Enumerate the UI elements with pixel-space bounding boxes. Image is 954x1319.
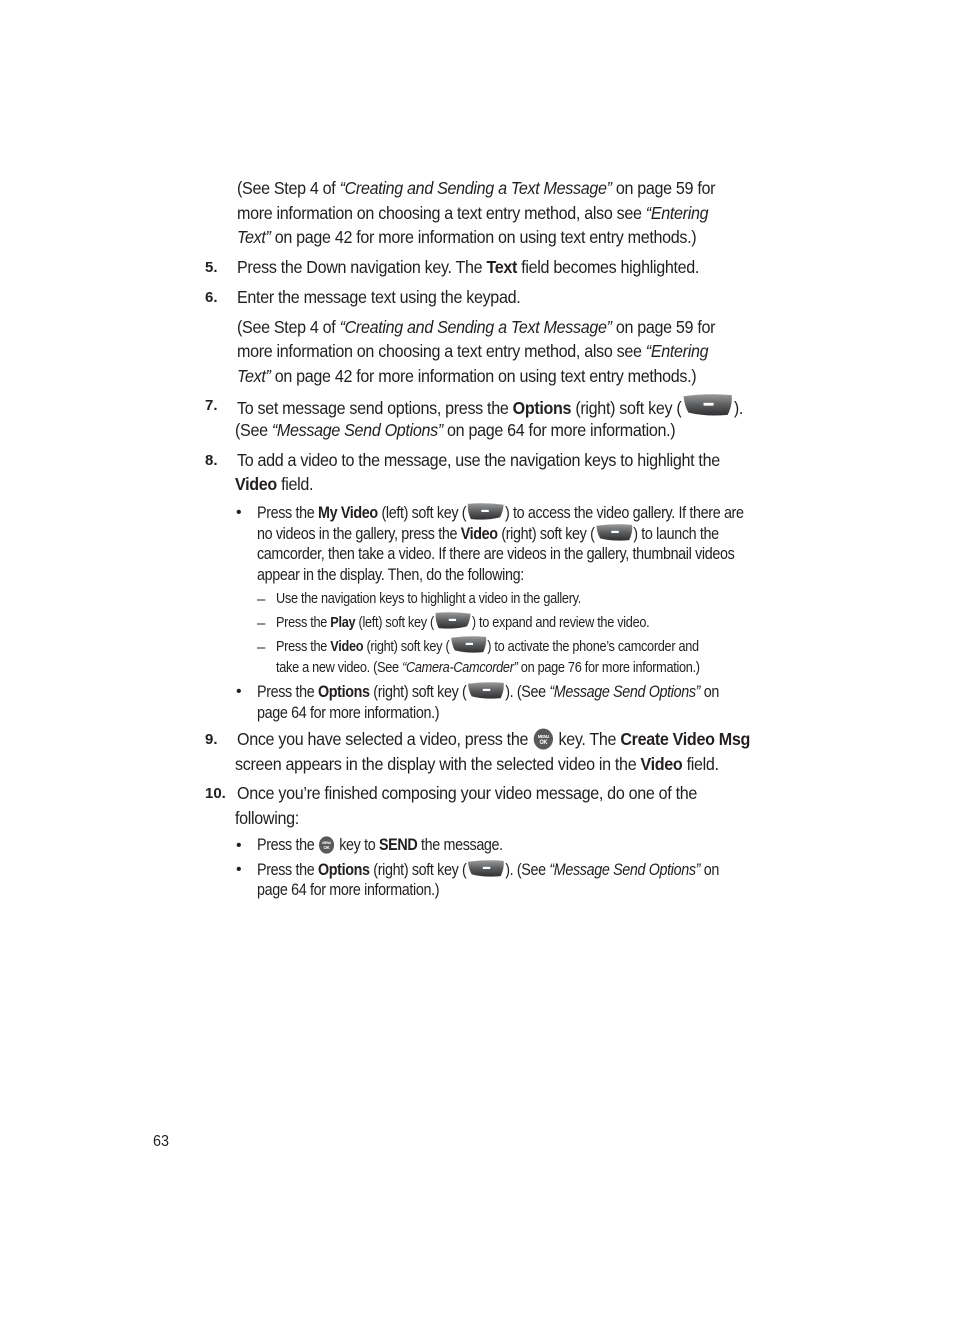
step8-line1: To add a video to the message, use the navigation keys to highlight the	[237, 450, 720, 470]
step10-bullet1: Press the MENU OK key to SEND the message.	[257, 836, 503, 854]
step7-line2: (See “Message Send Options” on page 64 for more information.)	[235, 420, 676, 440]
para1-line1: (See Step 4 of “Creating and Sending a Text Message” on page 59 for	[237, 178, 716, 198]
menu-ok-label-bottom: OK	[323, 844, 330, 851]
para1-line2: more information on choosing a text entry method, also see “Entering	[237, 203, 709, 223]
step8-dash3-line2: take a new video. (See “Camera-Camcorder” on page 76 for more information.)	[276, 660, 700, 676]
step10-bullet2-line1: Press the Options (right) soft key ( ). (See “Message Send Options” on	[257, 861, 719, 879]
step10-line1: Once you’re finished composing your video message, do one of the	[237, 783, 697, 803]
step8-number: 8.	[205, 452, 218, 469]
dash-marker: –	[257, 615, 266, 632]
bullet-marker: •	[236, 504, 242, 521]
bullet-marker: •	[236, 683, 242, 700]
step8-dash1: Use the navigation keys to highlight a video in the gallery.	[276, 591, 581, 607]
step10-number: 10.	[205, 785, 226, 802]
step8-dash2: Press the Play (left) soft key ( ) to expand and review the video.	[276, 611, 649, 635]
step8-bullet1-line4: appear in the display. Then, do the following:	[257, 566, 524, 584]
right-soft-key-icon	[466, 859, 505, 878]
dash-marker: –	[257, 591, 266, 608]
bullet-marker: •	[236, 861, 242, 878]
step10-line2: following:	[235, 808, 299, 828]
step8-bullet1-line3: camcorder, then take a video. If there are videos in the gallery, thumbnail videos	[257, 545, 735, 563]
menu-ok-key-icon	[318, 836, 336, 854]
para1-line3: Text” on page 42 for more information on using text entry methods.)	[237, 227, 697, 247]
para2-line2: more information on choosing a text entry method, also see “Entering	[237, 341, 709, 361]
step8-bullet1-line2: no videos in the gallery, press the Video (right) soft key ( ) to launch the	[257, 525, 719, 543]
step8-line2: Video field.	[235, 474, 314, 494]
page-number: 63	[153, 1133, 170, 1150]
right-soft-key-icon	[466, 681, 505, 700]
menu-ok-key-icon	[532, 728, 554, 750]
step5-number: 5.	[205, 259, 218, 276]
step7-number: 7.	[205, 397, 218, 414]
menu-ok-label-bottom: OK	[539, 739, 548, 747]
step7-line1: To set message send options, press the Options (right) soft key ( ).	[237, 393, 743, 421]
left-soft-key-icon	[466, 502, 505, 521]
step9-line1: Once you have selected a video, press the MENU OK key. The Create Video Msg	[237, 729, 750, 749]
left-soft-key-icon	[434, 611, 472, 630]
step8-bullet1-line1: Press the My Video (left) soft key ( ) to access the video gallery. If there are	[257, 504, 744, 522]
step6-text: Enter the message text using the keypad.	[237, 287, 521, 307]
menu-ok-label-top: MENU	[537, 733, 549, 740]
para2-line1: (See Step 4 of “Creating and Sending a Text Message” on page 59 for	[237, 317, 716, 337]
step8-bullet2-line1: Press the Options (right) soft key ( ). (See “Message Send Options” on	[257, 683, 719, 701]
step8-dash3-line1: Press the Video (right) soft key ( ) to activate the phone’s camcorder and	[276, 635, 699, 659]
step10-bullet2-line2: page 64 for more information.)	[257, 881, 440, 899]
right-soft-key-icon	[681, 393, 733, 417]
step5-text: Press the Down navigation key. The Text field becomes highlighted.	[237, 257, 700, 277]
bullet-marker: •	[236, 837, 242, 854]
menu-ok-label-top: MENU	[322, 840, 332, 846]
step6-number: 6.	[205, 289, 218, 306]
step9-number: 9.	[205, 731, 218, 748]
right-soft-key-icon	[595, 523, 634, 542]
para2-line3: Text” on page 42 for more information on using text entry methods.)	[237, 366, 697, 386]
step8-bullet2-line2: page 64 for more information.)	[257, 704, 440, 722]
step9-line2: screen appears in the display with the selected video in the Video field.	[235, 754, 719, 774]
right-soft-key-icon	[449, 635, 487, 654]
dash-marker: –	[257, 639, 266, 656]
